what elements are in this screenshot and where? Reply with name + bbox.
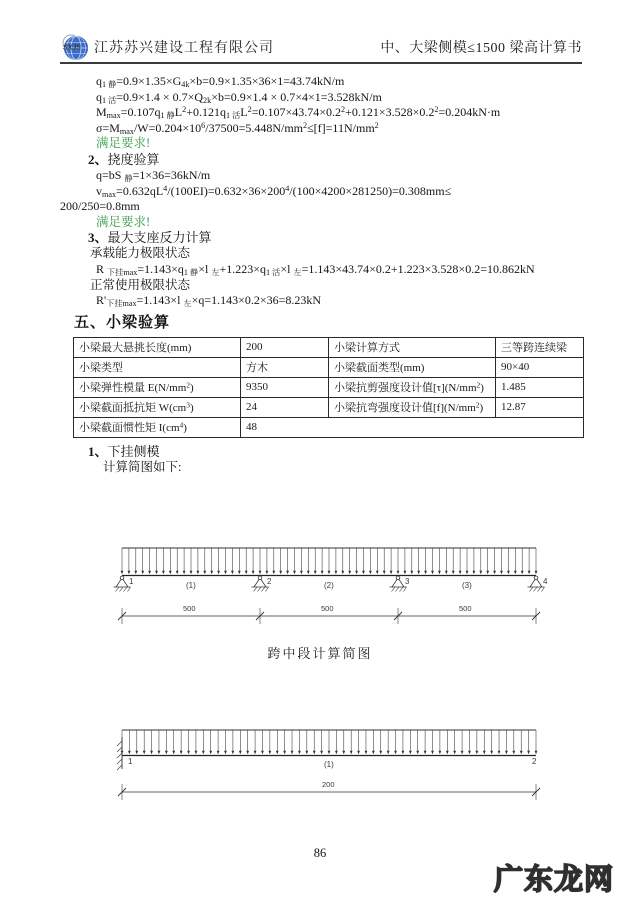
heading-reaction-title: 最大支座反力计算 xyxy=(107,230,212,246)
span-label: (3) xyxy=(462,581,472,590)
table-cell-label: 小梁计算方式 xyxy=(329,337,496,357)
table-row xyxy=(74,397,584,417)
heading-deflection xyxy=(88,152,600,168)
heading-hanging-num: 1、 xyxy=(88,443,108,459)
table-row xyxy=(74,357,584,377)
support-label: 4 xyxy=(543,577,548,586)
heading-hanging-side-form xyxy=(88,444,600,460)
company-logo-icon xyxy=(60,34,90,61)
page-header xyxy=(60,32,582,64)
node-label: 1 xyxy=(128,757,133,766)
table-cell-value: 48 xyxy=(241,417,584,437)
pin-support-3 xyxy=(390,576,407,592)
header-left xyxy=(60,34,274,61)
table-row xyxy=(74,337,584,357)
formula-r-prime: $R'_{下挂max}=1.143\times l$ $_左$×q=1.143×0.2×36=8.23kN xyxy=(96,293,322,308)
table-cell-label: 小梁类型 xyxy=(74,357,241,377)
formula-r-max: R $_{下挂max}=1.143\times q_{1 静}\times l$ $_左+1.223\times q_{1 活}\times l$ $_左$=1.143×43.74×0.2+1.223×3.528×0.2=10.862kN xyxy=(96,261,535,277)
heading-deflection-title: 挠度验算 xyxy=(107,151,160,167)
table-cell-value: 三等跨连续梁 xyxy=(496,337,584,357)
formula-sigma: $\sigma=M_{max}/W=0.204\times 10^6/37500=5.448N/mm^2\le[f]=11N/mm^2$ xyxy=(96,120,379,136)
node-label: 2 xyxy=(532,757,537,766)
support-label: 1 xyxy=(129,577,134,586)
table-cell-label: 小梁抗剪强度设计值$[\tau](N/mm^2)$ xyxy=(329,377,496,397)
support-label: 3 xyxy=(405,577,410,586)
formula-q: q=bS $_静$=1×36=36kN/m xyxy=(96,167,211,183)
dim-label: 500 xyxy=(321,604,334,613)
page-number: 86 xyxy=(313,846,327,860)
table-cell-label: 小梁截面惯性矩 $I(cm^4)$ xyxy=(74,417,241,437)
watermark: 广东龙网 xyxy=(493,862,614,896)
table-cell-value: 9350 xyxy=(241,377,329,397)
heading-minor-beam: 五、小梁验算 xyxy=(74,314,171,331)
table-cell-label: 小梁抗弯强度设计值$[f](N/mm^2)$ xyxy=(329,397,496,417)
table-cell-value: 方木 xyxy=(241,357,329,377)
span-label: (1) xyxy=(186,581,196,590)
diagram-intro: 计算简图如下: xyxy=(103,459,182,474)
table-cell-value: 1.485 xyxy=(496,377,584,397)
formula-vmax-cont: 200/250=0.8mm xyxy=(60,199,140,214)
calc-body xyxy=(60,74,600,475)
label-service-state: 正常使用极限状态 xyxy=(90,277,191,292)
label-ultimate-state: 承载能力极限状态 xyxy=(90,246,191,261)
distributed-load xyxy=(121,730,538,754)
table-cell-label: 小梁截面抵抗矩 $W(cm^3)$ xyxy=(74,397,241,417)
table-cell-value: 90×40 xyxy=(496,357,584,377)
pin-support-1 xyxy=(114,576,131,592)
table-row xyxy=(74,417,584,437)
mid-span-diagram xyxy=(60,538,580,630)
dim-label: 200 xyxy=(322,780,335,789)
heading-reaction xyxy=(88,230,600,246)
figure-caption: 跨中段计算简图 xyxy=(267,646,373,661)
table-cell-value: 24 xyxy=(241,397,329,417)
fixed-support xyxy=(117,737,122,770)
pass-note-strength: 满足要求! xyxy=(96,136,151,151)
support-label: 2 xyxy=(267,577,272,586)
pin-support-4 xyxy=(528,576,545,592)
dim-label: 500 xyxy=(183,604,196,613)
heading-hanging-title: 下挂侧模 xyxy=(107,443,160,459)
span-label: (2) xyxy=(324,581,334,590)
heading-deflection-num: 2、 xyxy=(88,151,108,167)
beam-parameter-table xyxy=(73,337,584,438)
company-name: 江苏苏兴建设工程有限公司 xyxy=(94,41,274,56)
table-cell-label: 小梁弹性模量 $E(N/mm^2)$ xyxy=(74,377,241,397)
dim-label: 500 xyxy=(459,604,472,613)
distributed-load xyxy=(121,548,538,574)
table-cell-value: 12.87 xyxy=(496,397,584,417)
cantilever-diagram xyxy=(60,722,580,806)
pass-note-deflection: 满足要求! xyxy=(96,214,151,229)
formula-q1-live: $q_{1 活}=0.9\times 1.4 \times 0.7\times Q_{2k}\times b=0.9\times 1.4 \times 0.7\times 4\times 1=3.528kN/m$ xyxy=(96,89,382,105)
formula-vmax: $v_{max}=0.632qL^4/(100EI)=0.632\times 36\times 200^4/(100\times 4200\times 281250)=0.308mm\le$ xyxy=(96,183,452,199)
table-cell-value: 200 xyxy=(241,337,329,357)
formula-q1-static: $q_{1 静}=0.9\times 1.35\times G_{4k}\times b=0.9\times 1.35\times 36\times 1=43.74kN/m$ xyxy=(96,74,345,89)
logo-text: SXJS xyxy=(63,44,81,51)
table-cell-label: 小梁最大悬挑长度(mm) xyxy=(74,337,241,357)
heading-reaction-num: 3、 xyxy=(88,230,108,246)
formula-mmax: $M_{max}=0.107q_{1 静}L^2+0.121q_{1 活}L^2=0.107\times 43.74\times 0.2^2+0.121\times 3.528\times 0.2^2=0.204kN\cdot m$ xyxy=(96,105,501,120)
pin-support-2 xyxy=(252,576,269,592)
table-cell-label: 小梁截面类型(mm) xyxy=(329,357,496,377)
span-label: (1) xyxy=(324,760,334,769)
table-row xyxy=(74,377,584,397)
document-title: 中、大梁侧模≤1500 梁高计算书 xyxy=(380,41,582,56)
